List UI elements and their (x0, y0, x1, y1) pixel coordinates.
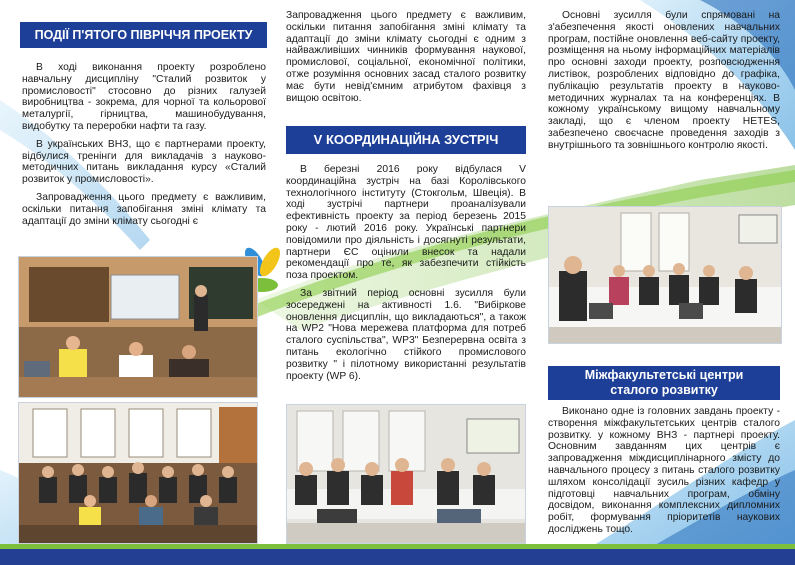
heading-line: сталого розвитку (610, 383, 718, 397)
photo-training-lecture (18, 256, 258, 398)
paragraph: В українських ВНЗ, що є партнерами проекту, відбулися тренінги для викладачів з науково-методичних питань викладання курсу «Сталий розвиток у промисловості». (22, 138, 266, 186)
paragraph: Основні зусилля були спрямовані на з'абезпечення якості оновлених навчальних програм, постійне оновлення веб-сайту проекту, розміщення на ньому інформаційних матеріалів про основні заходи проекту, розповсюдження листівок, розроблених відповідно до графіка, публікацію результатів проекту в науково-методичних журналах та на конференціях. В кожному українському вищому навчальному закладі, що є членом проекту HETES, забезпечено своєчасне проведення заходів з внутрішнього та зовнішнього контролю якості. (548, 10, 780, 151)
paragraph: Виконано одне із головних завдань проекту - створення міжфакультетських центрів сталого розвитку. у кожному ВНЗ - партнері проекту. Основним завданням цих центрів є запровадження міждисциплінарного змісту до навчального процесу з питань сталого розвитку шляхом консолідації зусиль різних кафедр у підготовці навчальних програм, обміну досвідом, виконання комплексних дипломних робіт, формування пріоритетів наукових досліджень тощо. (548, 406, 780, 535)
heading-line: Міжфакультетські центри (584, 368, 744, 382)
paragraph: В ході виконання проекту розроблено навчальну дисципліну "Сталий розвиток у промисловості" стосовно до різних галузей виробництва - зокрема, для чорної та кольорової металургії, гірництва, машинобудування, видобутку та переробки нафти та газу. (22, 62, 266, 132)
paragraph: За звітний період основні зусилля були зосереджені на активності 1.6. "Вибіркове оновлення дисциплін, що викладаються", а також на WP2 "Нова мережева платформа для потреб сталого суспільства", WP3" Безперервна освіта з питань екологічно стійкого промислового розвитку " і пілотному використанні результатів проекту (WP 6). (286, 287, 526, 382)
section-heading-coordination: V КООРДИНАЦІЙНА ЗУСТРІЧ (286, 126, 526, 154)
paragraph: В березні 2016 року відбулася V координаційна зустріч на базі Королівського технологічного інституту (Стокгольм, Швеція). В ході зустрічі партнери проаналізували ефективність проекту за період березень 2015 року - лютий 2016 року. Українські партнери повідомили про діяльність і досягнуті результати, партнери ЄС оцінили внесок та надали рекомендації про те, як забезпечити стійкість поза проектом. (286, 164, 526, 282)
section-heading-events: ПОДІЇ П'ЯТОГО ПІВРІЧЧЯ ПРОЕКТУ (20, 22, 267, 48)
section-heading-centres (548, 366, 780, 400)
paragraph: Запровадження цього предмету є важливим, оскільки питання запобігання зміні клімату та адаптації до зміни клімату сьогодні є одним з найважливіших чинників формування наукової, промислової, соціальної, економічної політики, отже розуміння основних засад сталого розвитку має бути невід'ємним атрибутом фахівця з вищою освітою. (286, 10, 526, 104)
column-2-text (286, 164, 526, 382)
photo-conference-table (548, 206, 782, 344)
column-3-top-text (548, 10, 780, 152)
paragraph: Запровадження цього предмету є важливим, оскільки питання запобігання зміні клімату та адаптації до зміни клімату сьогодні є (22, 191, 266, 227)
photo-seminar-group (18, 402, 258, 544)
photo-coordination-meeting (286, 404, 526, 544)
column-2-top-text (286, 10, 526, 104)
column-3-text (548, 406, 780, 536)
column-1-text (22, 62, 266, 227)
footer-bar (0, 549, 795, 565)
